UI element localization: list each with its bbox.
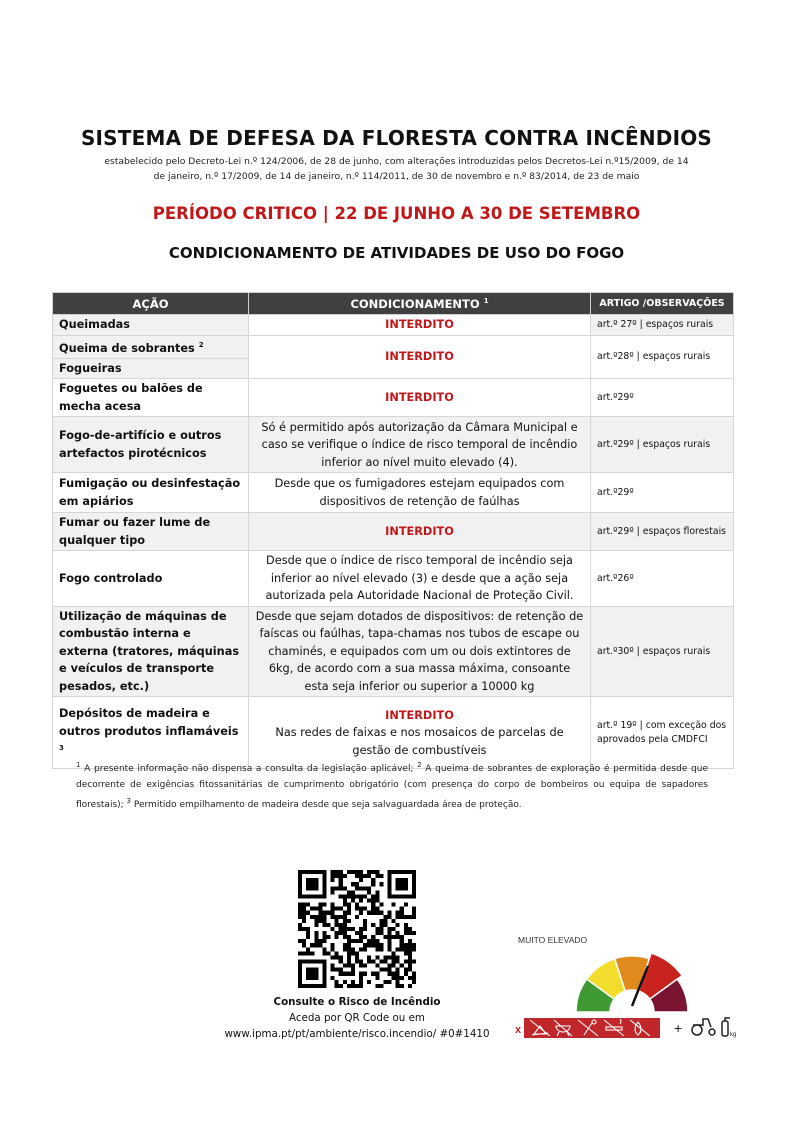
row-article: art.º26º: [591, 551, 734, 607]
section-title: CONDICIONAMENTO DE ATIVIDADES DE USO DO FOGO: [168, 244, 625, 262]
qr-caption-text: Aceda por QR Code ou em: [289, 1012, 425, 1024]
header-condicionamento: [249, 293, 591, 315]
x-mark-icon: x: [515, 1024, 522, 1036]
table-row: [53, 606, 734, 697]
row-condition-text: Nas redes de faixas e nos mosaicos de parcelas de gestão de combustíveis: [275, 726, 564, 757]
legal-basis: [80, 154, 713, 184]
row-action-text: Depósitos de madeira e outros produtos inflamáveis: [59, 707, 239, 738]
row-article: art.º29º: [591, 473, 734, 513]
row-condition: Só é permitido após autorização da Câmara Municipal e caso se verifique o índice de risco temporal de incêndio inferior ao nível muito elevado (4).: [249, 417, 591, 473]
footnote-ref: 2: [198, 340, 204, 349]
row-action-text: Queima de sobrantes: [59, 341, 195, 355]
row-action: Fumar ou fazer lume de qualquer tipo: [53, 513, 249, 551]
footnote-marker: 1: [76, 761, 81, 769]
footnote-ref: 1: [483, 296, 489, 305]
row-condition: Desde que os fumigadores estejam equipados com dispositivos de retenção de faúlhas: [249, 473, 591, 513]
row-action: Fogueiras: [53, 358, 249, 379]
table-row: [53, 335, 734, 358]
extinguisher-icon: [722, 1018, 736, 1038]
gauge-label: MUITO ELEVADO: [518, 935, 588, 945]
row-condition: Desde que sejam dotados de dispositivos: de retenção de faíscas ou faúlhas, tapa-chamas nos tubos de escape ou chaminés, e equipados com um ou dois extintores de 6kg, de acordo com a sua massa máxima, consoante esta seja inferior ou superior a 10000 kg: [249, 606, 591, 697]
table-row: [53, 379, 734, 417]
restrictions-table: [52, 292, 734, 769]
plus-icon: +: [674, 1020, 683, 1036]
table-row: [53, 417, 734, 473]
row-action: Fumigação ou desinfestação em apiários: [53, 473, 249, 513]
row-condition: INTERDITO: [249, 513, 591, 551]
row-condition: INTERDITO: [249, 335, 591, 379]
table-row: [53, 315, 734, 336]
row-article: art.º 19º | com exceção dos aprovados pela CMDFCI: [591, 697, 734, 769]
critical-period: PERÍODO CRITICO | 22 DE JUNHO A 30 DE SETEMBRO: [152, 204, 641, 223]
fire-risk-gauge: [512, 930, 742, 1045]
footnote-marker: 3: [126, 797, 132, 805]
row-article: art.º29º | espaços rurais: [591, 417, 734, 473]
row-article: art.º28º | espaços rurais: [591, 335, 734, 379]
legal-basis-line1: estabelecido pelo Decreto-Lei n.º 124/2006, de 28 de junho, com alterações introduzidas pelos Decretos-Lei n.º15/2009, de 14: [104, 156, 689, 167]
row-article: art.º 27º | espaços rurais: [591, 315, 734, 336]
row-condition-interdito: INTERDITO: [385, 708, 454, 722]
footnote-2: A queima de sobrantes de exploração é permitida desde que decorrente de exigências fitossanitárias de cumprimento obrigatório (com presença do corpo de bombeiros ou equipa de sapadores florestais);: [76, 764, 708, 810]
row-condition: INTERDITO: [249, 315, 591, 336]
row-article: art.º29º: [591, 379, 734, 417]
row-article: art.º30º | espaços rurais: [591, 606, 734, 697]
table-row: [53, 551, 734, 607]
row-action: Foguetes ou balões de mecha acesa: [53, 379, 249, 417]
row-action: Utilização de máquinas de combustão interna e externa (tratores, máquinas e veículos de transporte pesados, etc.): [53, 606, 249, 697]
row-action: Queimadas: [53, 315, 249, 336]
risk-url-link[interactable]: www.ipma.pt/pt/ambiente/risco.incendio/ #0#1410: [224, 1028, 490, 1040]
footnotes: [76, 757, 708, 813]
footnote-marker: 2: [417, 761, 422, 769]
table-row: [53, 513, 734, 551]
footnote-ref: 3: [59, 744, 64, 753]
row-article: art.º29º | espaços florestais: [591, 513, 734, 551]
table-row: [53, 473, 734, 513]
footnote-1: A presente informação não dispensa a consulta da legislação aplicável;: [80, 764, 418, 774]
legal-basis-line2: de janeiro, n.º 17/2009, de 14 de janeiro, n.º 114/2011, de 30 de novembro e n.º 83/2014, de 23 de maio: [153, 171, 640, 182]
row-action: [53, 335, 249, 358]
header-acao: AÇÃO: [53, 293, 249, 315]
row-action: Fogo-de-artifício e outros artefactos pirotécnicos: [53, 417, 249, 473]
table-header-row: [53, 293, 734, 315]
document-title: SISTEMA DE DEFESA DA FLORESTA CONTRA INCÊNDIOS: [80, 126, 713, 150]
row-condition: INTERDITO: [249, 379, 591, 417]
header-artigo: ARTIGO /OBSERVAÇÕES: [591, 293, 734, 315]
footnote-3: Permitido empilhamento de madeira desde que seja salvaguardada área de proteção.: [131, 800, 522, 810]
qr-caption-title: Consulte o Risco de Incêndio: [273, 996, 441, 1008]
tractor-icon: [692, 1019, 715, 1035]
header-condicionamento-label: CONDICIONAMENTO: [350, 296, 480, 311]
qr-code-icon[interactable]: [298, 870, 416, 988]
row-action: Fogo controlado: [53, 551, 249, 607]
qr-caption: [220, 994, 494, 1042]
row-condition: Desde que o índice de risco temporal de incêndio seja inferior ao nível elevado (3) e desde que a ação seja autorizada pela Autoridade Nacional de Proteção Civil.: [249, 551, 591, 607]
svg-text:kg: kg: [730, 1032, 737, 1038]
